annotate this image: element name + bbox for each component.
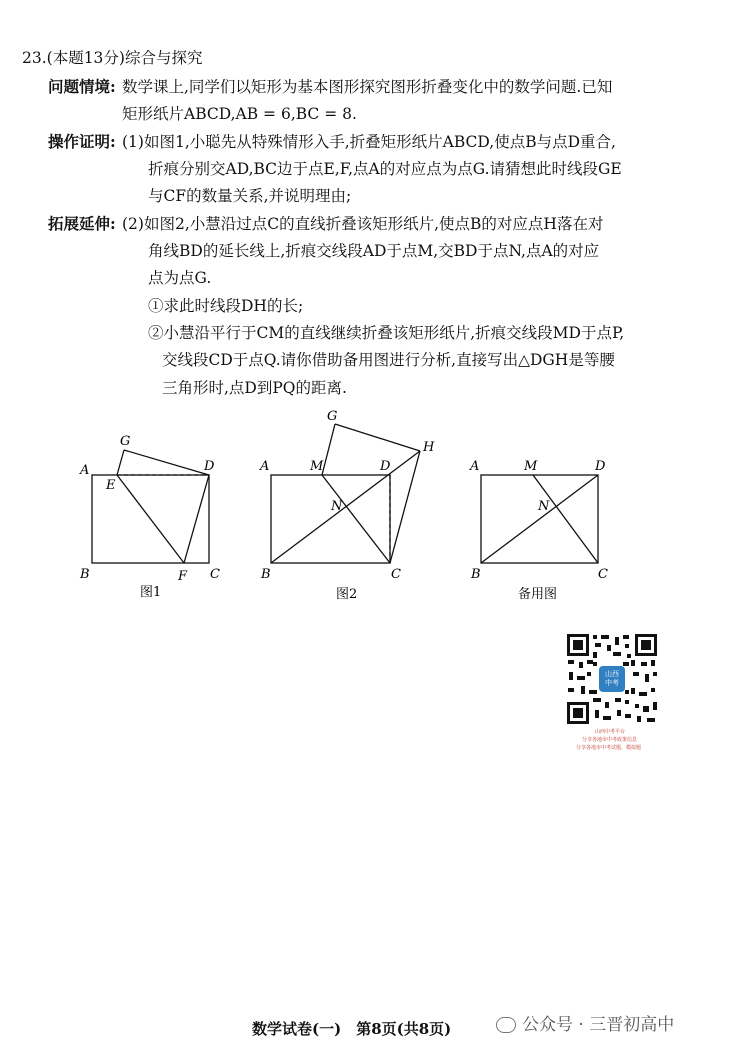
problem-header-text: 23.(本题13分)综合与探究	[22, 49, 203, 67]
proof-line-2: 折痕分别交AD,BC边于点E,F,点A的对应点为点G.请猜想此时线段GE	[148, 160, 622, 178]
extend-label: 拓展延伸:	[48, 214, 116, 233]
wechat-icon	[496, 1017, 516, 1033]
fig2-label-A: A	[260, 459, 270, 474]
fig2-label-G: G	[327, 409, 338, 424]
sub-question-2-line-1: ②小慧沿平行于CM的直线继续折叠该矩形纸片,折痕交线段MD于点P,	[148, 324, 625, 342]
fig1-label-F: F	[178, 569, 188, 584]
fig2-label-M: M	[310, 459, 324, 474]
qr-logo	[599, 666, 625, 692]
situation-line-2: 矩形纸片ABCD,AB = 6,BC = 8.	[122, 105, 357, 123]
fig1-label-D: D	[204, 459, 215, 474]
fig1-label-E: E	[106, 478, 116, 493]
watermark	[496, 1010, 674, 1035]
qr-caption-3: 分享各地市中考试题、模拟题	[576, 745, 642, 751]
fig2-label-B: B	[261, 567, 271, 582]
fig2-line-GH	[335, 424, 420, 451]
fig3-label-A: A	[470, 459, 480, 474]
fig2-caption: 图2	[336, 587, 358, 602]
page-footer: 数学试卷(一) 第8页(共8页)	[252, 1020, 452, 1038]
fig3-label-M: M	[524, 459, 538, 474]
watermark-text: 公众号 · 三晋初高中	[522, 1015, 675, 1035]
fig1-line-GD	[124, 450, 209, 475]
extend-line-3: 点为点G.	[148, 269, 212, 287]
sub-question-1: ①求此时线段DH的长;	[148, 297, 304, 315]
qr-caption-2: 分享各地市中考政策信息	[582, 737, 638, 743]
fig3-label-B: B	[471, 567, 481, 582]
fig1-caption: 图1	[140, 585, 162, 600]
fig1-line-DF	[184, 475, 209, 563]
fig3-diagonal-BD	[481, 475, 598, 563]
fig1-label-G: G	[120, 434, 131, 449]
fig2-label-D: D	[380, 459, 391, 474]
fig1-crease-EF	[117, 475, 184, 563]
figure-2-diagram	[271, 424, 420, 563]
figure-3-diagram	[481, 475, 598, 563]
fig2-label-C: C	[391, 567, 401, 582]
proof-label: 操作证明:	[48, 132, 116, 151]
qr-logo-line-1: 山西	[605, 670, 619, 678]
qr-caption-1: 山西中考平台	[595, 729, 626, 735]
fig3-caption: 备用图	[518, 587, 558, 602]
fig2-line-HC	[390, 451, 420, 563]
figure-1-diagram	[92, 450, 209, 563]
fig2-label-H: H	[423, 440, 435, 455]
situation-line-1: 数学课上,同学们以矩形为基本图形探究图形折叠变化中的数学问题.已知	[122, 78, 613, 96]
extend-line-1: (2)如图2,小慧沿过点C的直线折叠该矩形纸片,使点B的对应点H落在对	[122, 215, 604, 233]
fig3-label-N: N	[538, 499, 550, 514]
fig2-line-MG	[322, 424, 335, 475]
fig3-line-MC	[533, 475, 598, 563]
fig1-label-C: C	[210, 567, 220, 582]
sub-question-2-line-3: 三角形时,点D到PQ的距离.	[162, 379, 347, 397]
fig1-line-GE	[117, 450, 124, 475]
fig2-line-BH	[271, 451, 420, 563]
fig1-label-B: B	[80, 567, 90, 582]
fig2-label-N: N	[331, 499, 343, 514]
proof-line-1: (1)如图1,小聪先从特殊情形入手,折叠矩形纸片ABCD,使点B与点D重合,	[122, 133, 616, 151]
proof-line-3: 与CF的数量关系,并说明理由;	[148, 187, 352, 205]
sub-question-2-line-2: 交线段CD于点Q.请你借助备用图进行分析,直接写出△DGH是等腰	[162, 351, 615, 369]
qr-logo-line-2: 中考	[605, 679, 619, 687]
fig2-crease-MC	[322, 475, 390, 563]
extend-line-2: 角线BD的延长线上,折痕交线段AD于点M,交BD于点N,点A的对应	[148, 242, 600, 260]
fig1-label-A: A	[80, 463, 90, 478]
fig3-label-D: D	[595, 459, 606, 474]
fig3-label-C: C	[598, 567, 608, 582]
situation-label: 问题情境:	[48, 77, 116, 96]
qr-code[interactable]	[565, 632, 659, 726]
